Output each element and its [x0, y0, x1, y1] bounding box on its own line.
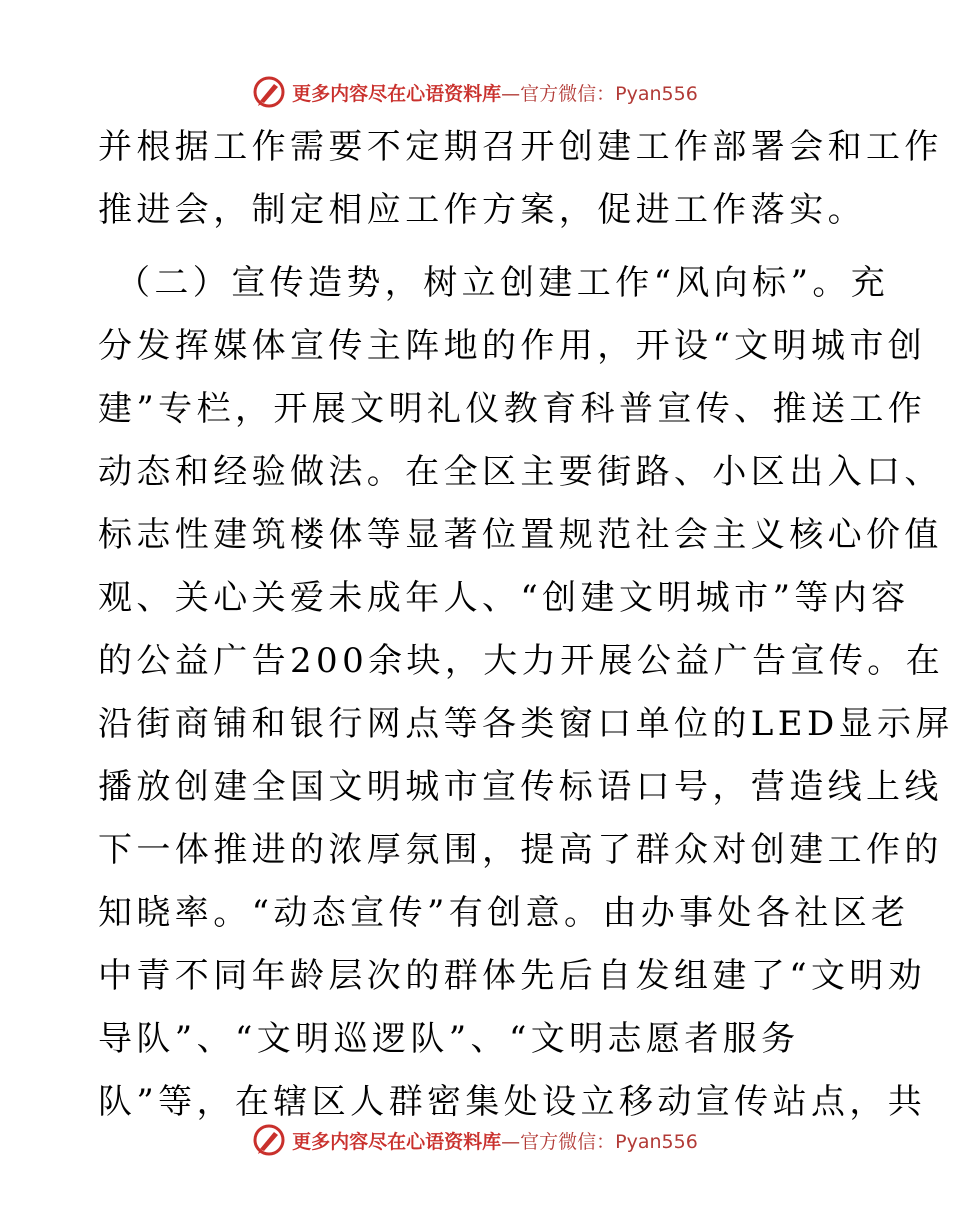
text-line: 导队”、“文明巡逻队”、“文明志愿者服务: [98, 1019, 800, 1059]
text-line: 观、关心关爱未成年人、“创建文明城市”等内容: [98, 578, 910, 618]
text-line: 动态和经验做法。在全区主要街路、小区出入口、: [98, 452, 943, 492]
paragraph: [98, 252, 954, 1134]
text-line: （二）宣传造势，树立创建工作“风向标”。充: [116, 263, 890, 303]
text-line: 知晓率。“动态宣传”有创意。由办事处各社区老: [98, 893, 910, 933]
text-line: 中青不同年龄层次的群体先后自发组建了“文明劝: [98, 956, 927, 996]
text-line: 标志性建筑楼体等显著位置规范社会主义核心价值: [98, 515, 943, 555]
text-line: 沿街商铺和银行网点等各类窗口单位的LED显示屏: [98, 704, 954, 744]
text-line: 的公益广告200余块，大力开展公益广告宣传。在: [98, 641, 945, 681]
watermark-text: 更多内容尽在心语资料库—官方微信：Pyan556: [292, 82, 698, 105]
header-watermark: [0, 72, 950, 112]
text-line: 建”专栏，开展文明礼仪教育科普宣传、推送工作: [98, 389, 927, 429]
text-line: 并根据工作需要不定期召开创建工作部署会和工作: [98, 127, 943, 167]
footer-watermark: [0, 1120, 950, 1160]
text-line: 推进会，制定相应工作方案，促进工作落实。: [98, 190, 866, 230]
pen-logo-icon: [252, 75, 286, 109]
text-line: 分发挥媒体宣传主阵地的作用，开设“文明城市创: [98, 326, 927, 366]
text-line: 队”等，在辖区人群密集处设立移动宣传站点，共: [98, 1082, 927, 1122]
document-body: [98, 116, 954, 1134]
text-line: 播放创建全国文明城市宣传标语口号，营造线上线: [98, 767, 943, 807]
watermark-text: 更多内容尽在心语资料库—官方微信：Pyan556: [292, 1130, 698, 1153]
paragraph: [98, 116, 943, 242]
pen-logo-icon: [252, 1123, 286, 1157]
text-line: 下一体推进的浓厚氛围，提高了群众对创建工作的: [98, 830, 943, 870]
